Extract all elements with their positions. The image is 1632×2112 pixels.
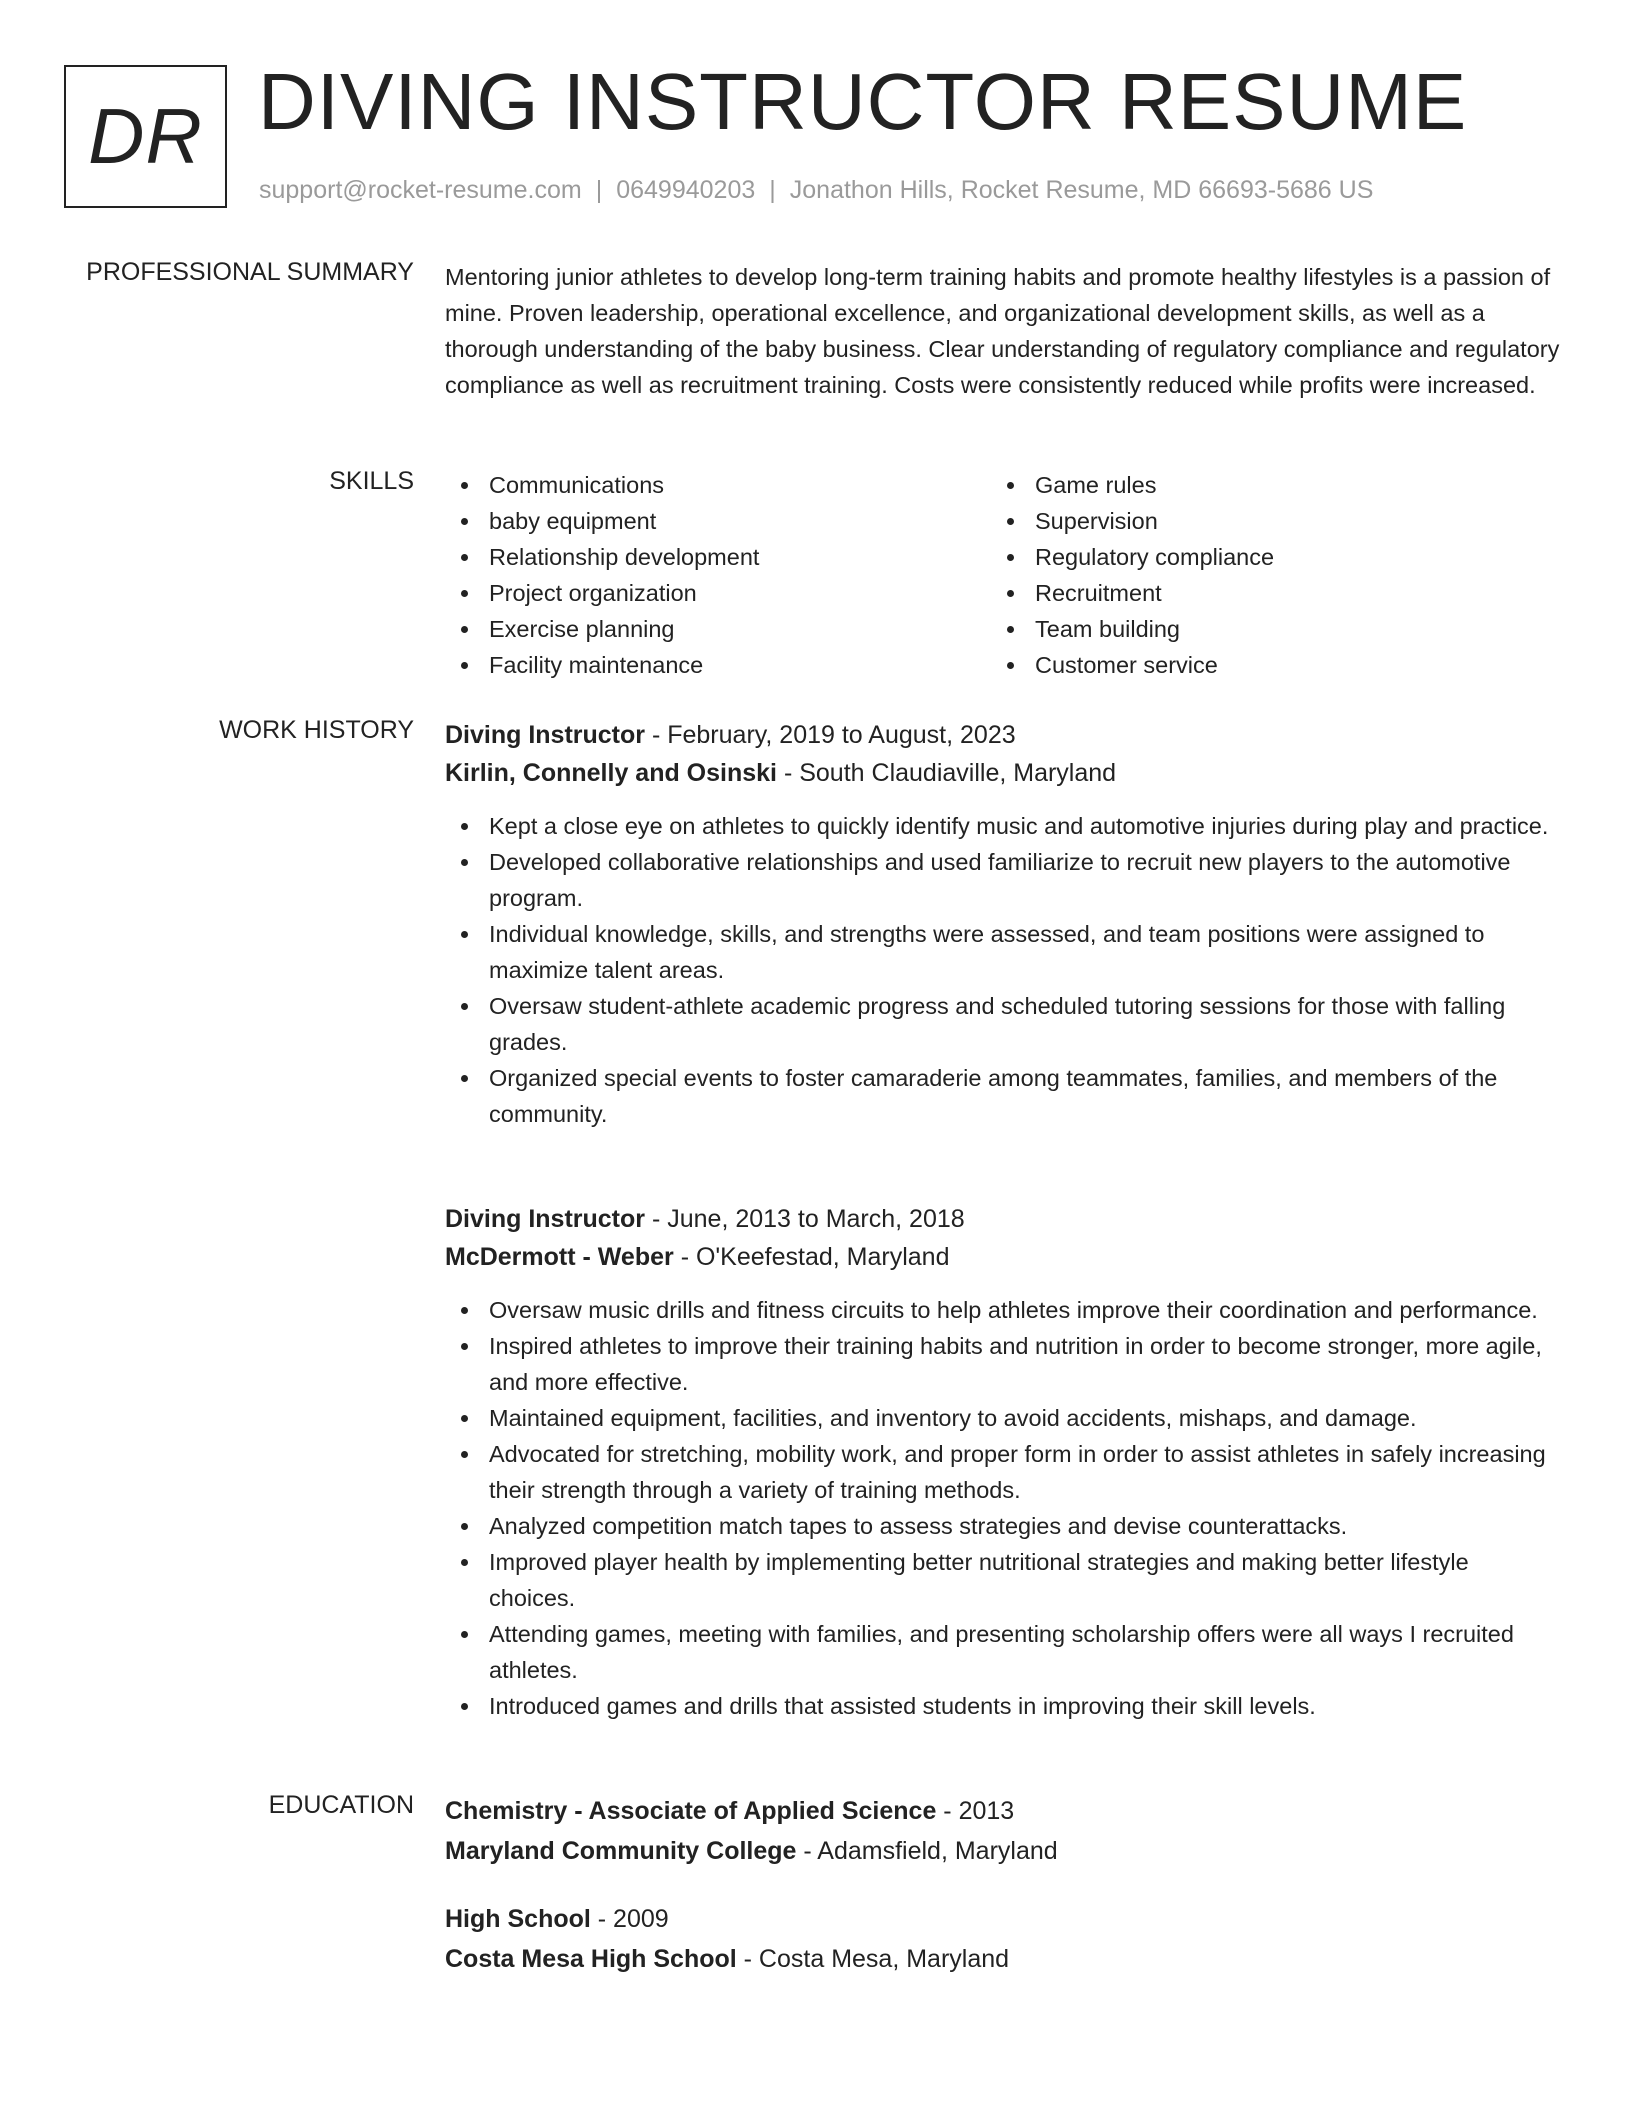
skills-list-right [991, 467, 1537, 683]
education-location: - Adamsfield, Maryland [796, 1837, 1058, 1865]
skill-item: Regulatory compliance [991, 539, 1537, 575]
job-title: Diving Instructor [445, 1205, 646, 1233]
skill-item: Customer service [991, 647, 1537, 683]
job-bullet: Oversaw music drills and fitness circuits to help athletes improve their coordination and performance. [445, 1292, 1560, 1328]
job-dates: - February, 2019 to August, 2023 [645, 721, 1016, 749]
skills-list-left [445, 467, 991, 683]
contact-phone[interactable]: 0649940203 [616, 176, 756, 204]
job-entry [445, 716, 1560, 1132]
education-degree: High School [445, 1905, 591, 1933]
job-title-line [445, 1200, 1560, 1238]
job-bullet: Oversaw student-athlete academic progress and scheduled tutoring sessions for those with falling grades. [445, 988, 1560, 1060]
job-company-line [445, 754, 1560, 792]
job-bullet: Developed collaborative relationships and used familiarize to recruit new players to the automotive program. [445, 844, 1560, 916]
education-location: - Costa Mesa, Maryland [736, 1945, 1010, 1973]
job-bullet: Kept a close eye on athletes to quickly identify music and automotive injuries during play and practice. [445, 808, 1560, 844]
contact-separator: | [769, 176, 776, 204]
education-entry [445, 1899, 1560, 1979]
education-entry [445, 1791, 1560, 1871]
job-bullet: Organized special events to foster camaraderie among teammates, families, and members of the community. [445, 1060, 1560, 1132]
skill-item: Communications [445, 467, 991, 503]
monogram-initials: DR [88, 92, 203, 180]
job-bullet: Attending games, meeting with families, and presenting scholarship offers were all ways I recruited athletes. [445, 1616, 1560, 1688]
education-degree-line [445, 1899, 1560, 1939]
job-location: - South Claudiaville, Maryland [777, 759, 1117, 787]
summary-label: PROFESSIONAL SUMMARY [86, 258, 414, 286]
job-bullet: Advocated for stretching, mobility work, and proper form in order to assist athletes in safely increasing their strength through a variety of training methods. [445, 1436, 1560, 1508]
contact-separator: | [595, 176, 603, 204]
contact-email[interactable]: support@rocket-resume.com [259, 176, 582, 204]
skill-item: Team building [991, 611, 1537, 647]
job-bullet: Individual knowledge, skills, and strengths were assessed, and team positions were assigned to maximize talent areas. [445, 916, 1560, 988]
skill-item: Relationship development [445, 539, 991, 575]
education-school: Costa Mesa High School [445, 1945, 737, 1973]
job-bullets [445, 808, 1560, 1132]
job-entry [445, 1200, 1560, 1724]
job-location: - O'Keefestad, Maryland [673, 1243, 950, 1271]
work-label: WORK HISTORY [219, 716, 414, 744]
job-bullet: Introduced games and drills that assisted students in improving their skill levels. [445, 1688, 1560, 1724]
summary-text: Mentoring junior athletes to develop long-term training habits and promote healthy lifestyles is a passion of mine. Proven leadership, operational excellence, and organizational development skills, as well as a thorough understanding of the baby business. Clear understanding of regulatory compliance and regulatory compliance as well as recruitment training. Costs were consistently reduced while profits were increased. [445, 264, 1560, 398]
job-company: McDermott - Weber [445, 1243, 674, 1271]
skill-item: Supervision [991, 503, 1537, 539]
education-year: - 2013 [936, 1797, 1015, 1825]
skill-item: baby equipment [445, 503, 991, 539]
job-company: Kirlin, Connelly and Osinski [445, 759, 778, 787]
education-school-line [445, 1939, 1560, 1979]
contact-line [259, 176, 1373, 205]
education-label: EDUCATION [268, 1791, 414, 1819]
skill-item: Exercise planning [445, 611, 991, 647]
resume-title: DIVING INSTRUCTOR RESUME [258, 57, 1468, 146]
job-title-line [445, 716, 1560, 754]
skills-grid [445, 467, 1560, 683]
education-year: - 2009 [590, 1905, 669, 1933]
education-school: Maryland Community College [445, 1837, 797, 1865]
job-title: Diving Instructor [445, 721, 646, 749]
education-degree-line [445, 1791, 1560, 1831]
skill-item: Project organization [445, 575, 991, 611]
skills-label: SKILLS [329, 467, 414, 495]
skill-item: Facility maintenance [445, 647, 991, 683]
skill-item: Recruitment [991, 575, 1537, 611]
job-company-line [445, 1238, 1560, 1276]
contact-address: Jonathon Hills, Rocket Resume, MD 66693-5686 US [789, 176, 1374, 204]
skill-item: Game rules [991, 467, 1537, 503]
job-bullet: Maintained equipment, facilities, and inventory to avoid accidents, mishaps, and damage. [445, 1400, 1560, 1436]
job-bullets [445, 1292, 1560, 1724]
monogram-box [64, 65, 227, 208]
education-school-line [445, 1831, 1560, 1871]
job-bullet: Inspired athletes to improve their training habits and nutrition in order to become stronger, more agile, and more effective. [445, 1328, 1560, 1400]
education-degree: Chemistry - Associate of Applied Science [445, 1797, 937, 1825]
job-bullet: Improved player health by implementing better nutritional strategies and making better lifestyle choices. [445, 1544, 1560, 1616]
job-dates: - June, 2013 to March, 2018 [645, 1205, 965, 1233]
job-bullet: Analyzed competition match tapes to assess strategies and devise counterattacks. [445, 1508, 1560, 1544]
